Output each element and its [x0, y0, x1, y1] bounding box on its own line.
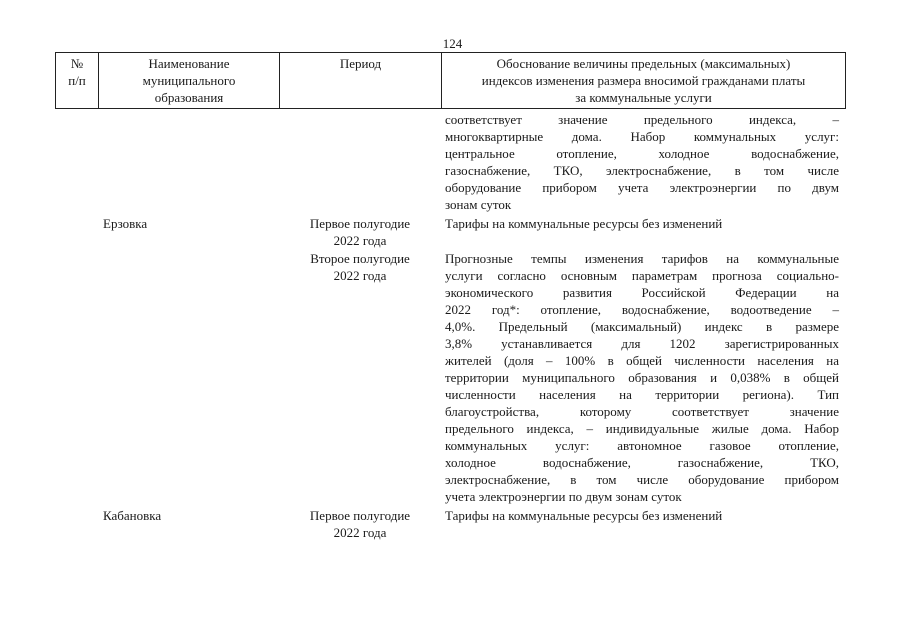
text-line: благоустройства, которому соответствует значение — [445, 404, 839, 419]
header-line: индексов изменения размера вносимой гражданами платы — [481, 73, 806, 88]
text-line: территории муниципального образования и 0,038% в общей — [445, 370, 839, 385]
text-line: центральное отопление, холодное водоснабжение, — [445, 146, 839, 161]
header-line: образования — [154, 90, 224, 105]
header-justification — [442, 53, 846, 109]
page-number: 124 — [442, 36, 463, 51]
header-line: Период — [339, 56, 382, 71]
text-line: соответствует значение предельного индекса, – — [445, 112, 839, 127]
header-municipality — [99, 53, 280, 109]
justification-text — [445, 507, 839, 524]
header-period — [280, 53, 442, 109]
period-cell — [290, 250, 430, 284]
period-line: Первое полугодие — [309, 216, 411, 231]
period-line: 2022 года — [333, 233, 387, 248]
text-line: Тарифы на коммунальные ресурсы без изменений — [445, 508, 723, 523]
continuation-text — [445, 111, 839, 213]
text-line: предельного индекса, – индивидуальные жилые дома. Набор — [445, 421, 839, 436]
text-line: 2022 год*: отопление, водоснабжение, водоотведение – — [445, 302, 839, 317]
period-line: 2022 года — [333, 268, 387, 283]
text-line: экономического развития Российской Федерации на — [445, 285, 839, 300]
header-line: Наименование — [148, 56, 230, 71]
municipality-name: Кабановка — [103, 508, 162, 523]
text-line: газоснабжение, ТКО, электроснабжение, в том числе — [445, 163, 839, 178]
header-number — [56, 53, 99, 109]
period-line: 2022 года — [333, 525, 387, 540]
table-header — [55, 52, 846, 109]
text-line: электроснабжение, в том числе оборудование прибором — [445, 472, 839, 487]
text-line: многоквартирные дома. Набор коммунальных услуг: — [445, 129, 839, 144]
text-line: коммунальных услуг: автономное газовое отопление, — [445, 438, 839, 453]
text-line: оборудование прибором учета электроэнергии по двум — [445, 180, 839, 195]
period-cell — [290, 507, 430, 541]
period-line: Второе полугодие — [310, 251, 410, 266]
text-line: Тарифы на коммунальные ресурсы без изменений — [445, 216, 723, 231]
header-line: муниципального — [142, 73, 236, 88]
text-line: зонам суток — [445, 197, 512, 212]
header-line: Обоснование величины предельных (максимальных) — [496, 56, 791, 71]
text-line: численности населения на территории региона). Тип — [445, 387, 839, 402]
period-cell — [290, 215, 430, 249]
text-line: 4,0%. Предельный (максимальный) индекс в размере — [445, 319, 839, 334]
header-line: за коммунальные услуги — [575, 90, 712, 105]
text-line: 3,8% устанавливается для 1202 зарегистрированных — [445, 336, 839, 351]
header-line: п/п — [68, 73, 86, 88]
text-line: учета электроэнергии по двум зонам суток — [445, 489, 682, 504]
period-line: Первое полугодие — [309, 508, 411, 523]
text-line: услуги согласно основным параметрам прогноза социально- — [445, 268, 839, 283]
text-line: холодное водоснабжение, газоснабжение, ТКО, — [445, 455, 839, 470]
text-line: жителей (доля – 100% в общей численности населения на — [445, 353, 839, 368]
justification-text — [445, 250, 839, 505]
text-line: Прогнозные темпы изменения тарифов на коммунальные — [445, 251, 839, 266]
justification-text — [445, 215, 839, 232]
header-line: № — [70, 56, 84, 71]
municipality-name: Ерзовка — [103, 216, 148, 231]
